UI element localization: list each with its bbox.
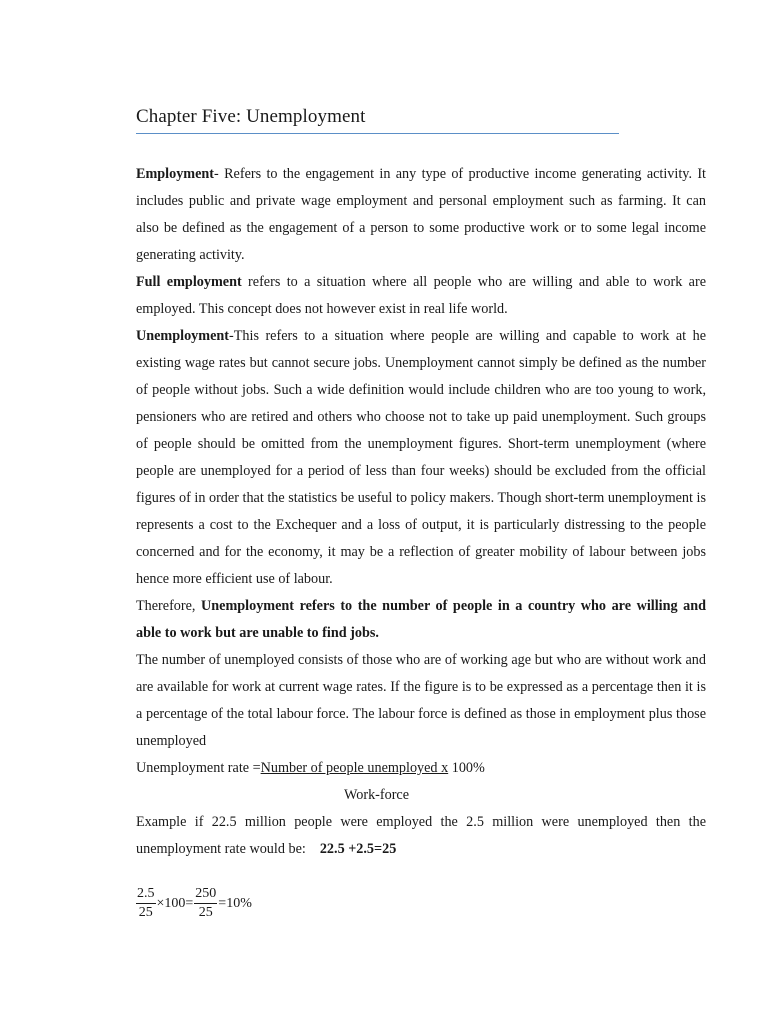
paragraph-full-employment [136,269,706,323]
unemployment-definition: -This refers to a situation where people are willing and capable to work at he existing wage rates but cannot secure jobs. Unemployment cannot simply be defined as the number of people without jobs. Such a wide definition would include children who are too young to work, pensioners who are retired and others who choose not to take up paid unemployment. Such groups of people should be omitted from the unemployment figures. Short-term unemployment (where people are unemployed for a period of less than four weeks) should be excluded from the official figures of in order that the statistics be useful to policy makers. Though short-term unemployment is represents a cost to the Exchequer and a loss of output, it is particularly distressing to the people concerned and for the economy, it may be a reflection of greater mobility of labour between jobs hence more efficient use of labour. [136,328,706,587]
rate-denominator: Work-force [344,787,410,803]
fraction-1 [136,885,156,922]
unemployment-summary: Unemployment refers to the number of people in a country who are willing and able to work but are unable to find jobs. [136,598,706,641]
term-full-employment: Full employment [136,274,242,290]
term-unemployment: Unemployment [136,328,230,344]
rate-tail: 100% [448,760,485,776]
term-employment: Employment [136,166,215,182]
document-body [136,161,706,863]
fraction-2-numerator: 250 [194,885,217,904]
rate-formula-line [136,755,706,782]
result-value: =10% [218,895,252,911]
paragraph-unemployed-count: The number of unemployed consists of those who are of working age but who are without work and are available for work at current wage rates. If the figure is to be expressed as a percentage then it is a percentage of the total labour force. The labour force is defined as those in employment plus those unemployed [136,652,706,749]
title-underline [136,133,619,134]
fraction-1-numerator: 2.5 [136,885,156,904]
chapter-title: Chapter Five: Unemployment [136,106,366,127]
fraction-1-denominator: 25 [138,905,153,920]
paragraph-example [136,809,706,863]
example-sum: 22.5 +2.5=25 [319,841,397,857]
times-operator: ×100= [156,895,194,911]
paragraph-therefore [136,593,706,647]
rate-calculation [136,885,253,922]
fraction-2 [194,885,217,922]
employment-definition: - Refers to the engagement in any type of productive income generating activity. It includes public and private wage employment and personal employment such as farming. It can also be defined as the engagement of a person to some productive work or to some legal income generating activity. [136,166,706,263]
rate-label: Unemployment rate = [136,760,261,776]
full-employment-definition: refers to a situation where all people who are willing and able to work are employed. This concept does not however exist in real life world. [136,274,706,317]
therefore-lead: Therefore, [136,598,202,614]
example-text: Example if 22.5 million people were employed the 2.5 million were unemployed then the unemployment rate would be: [136,814,706,857]
fraction-2-denominator: 25 [198,905,213,920]
paragraph-employment [136,161,706,269]
rate-numerator: Number of people unemployed x [260,760,449,776]
paragraph-unemployment [136,323,706,593]
